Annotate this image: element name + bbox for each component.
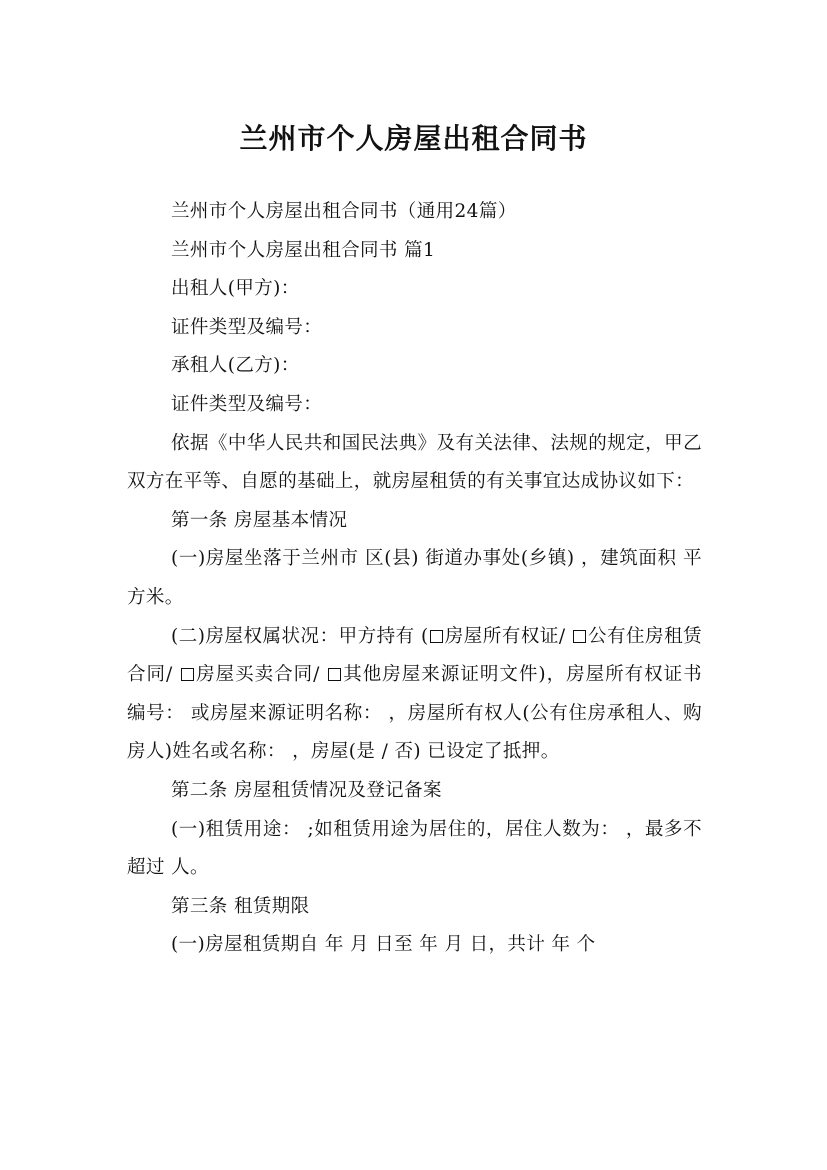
ownership-clause [127, 618, 702, 772]
ownership-option-other: 其他房屋来源证明文件 [342, 664, 539, 686]
ownership-option-purchase: 房屋买卖合同/ [195, 664, 327, 686]
checkbox-icon [430, 630, 443, 643]
checkbox-icon [573, 630, 586, 643]
lessor-field-label: 出租人(甲方)： [171, 278, 300, 300]
lessee-id-label: 证件类型及编号： [171, 393, 323, 415]
document-title: 兰州市个人房屋出租合同书 [239, 121, 588, 155]
lessor-id-label: 证件类型及编号： [171, 316, 323, 338]
article-3-heading: 第三条 租赁期限 [171, 895, 310, 917]
lessee-field-label: 承租人(乙方)： [171, 355, 300, 377]
doc-subtitle: 兰州市个人房屋出租合同书（通用24篇） [171, 201, 517, 222]
checkbox-icon [181, 668, 194, 681]
ownership-suffix: )，房屋所有权证书编号： 或房屋来源证明名称： ，房屋所有权人(公有住房承租人、购房人)姓名或名称： ，房屋(是 / 否) 已设定了抵押。 [127, 664, 702, 763]
document-body [127, 193, 702, 965]
section-heading: 兰州市个人房屋出租合同书 篇1 [171, 239, 436, 261]
property-location-clause: (一)房屋坐落于兰州市 区(县) 街道办事处(乡镇) ，建筑面积 平方米。 [127, 548, 702, 608]
ownership-option-certificate: 房屋所有权证/ [444, 625, 572, 647]
usage-clause: (一)租赁用途： ;如租赁用途为居住的，居住人数为： ，最多不超过 人。 [127, 818, 702, 879]
article-1-heading: 第一条 房屋基本情况 [171, 509, 348, 531]
ownership-option-public-lease: 公有住房租赁合同/ [127, 625, 702, 686]
checkbox-icon [328, 668, 341, 681]
article-2-heading: 第二条 房屋租赁情况及登记备案 [171, 779, 442, 801]
preamble-paragraph: 依据《中华人民共和国民法典》及有关法律、法规的规定，甲乙双方在平等、自愿的基础上，就房屋租赁的有关事宜达成协议如下： [127, 432, 702, 493]
lease-term-clause: (一)房屋租赁期自 年 月 日至 年 月 日，共计 年 个 [171, 934, 596, 956]
ownership-prefix: (二)房屋权属状况：甲方持有 ( [171, 625, 429, 647]
